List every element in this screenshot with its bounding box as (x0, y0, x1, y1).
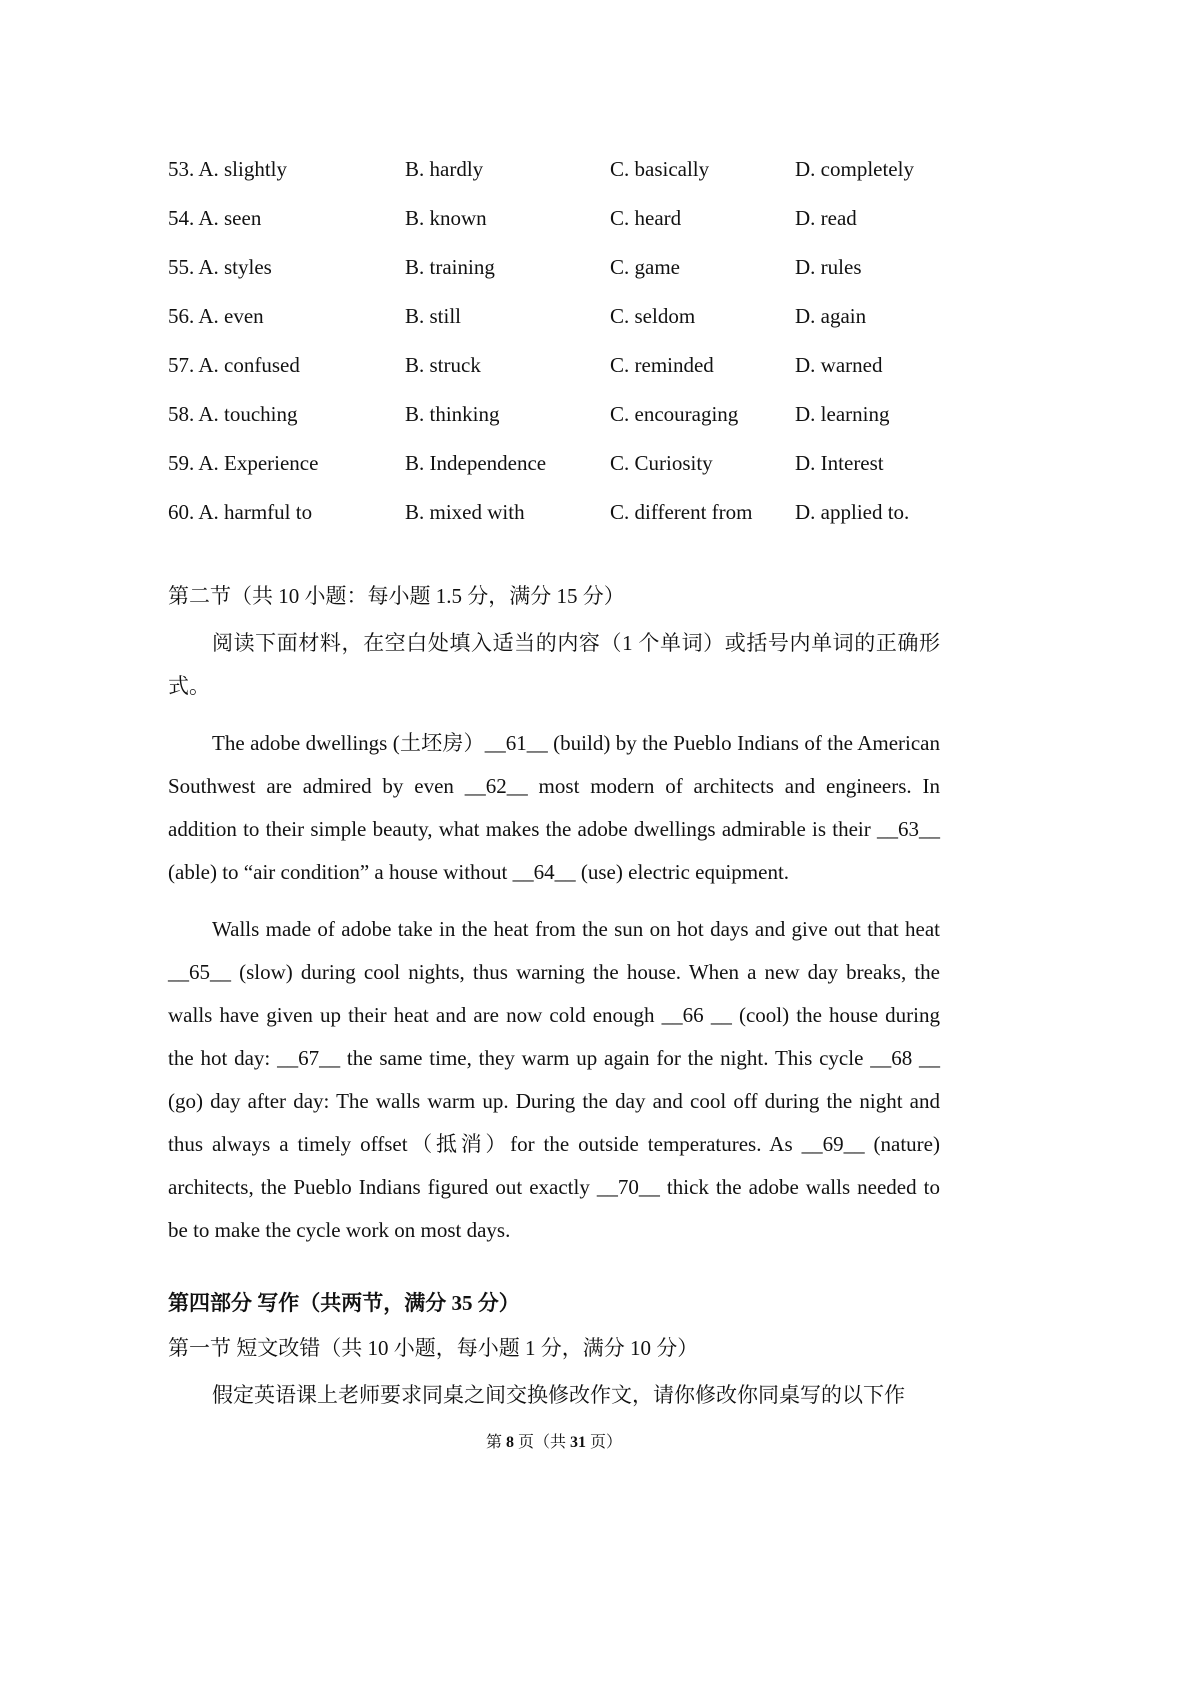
mcq-option-c: C. Curiosity (610, 451, 713, 475)
mcq-row-57 (168, 341, 940, 390)
mcq-option-b: B. thinking (405, 402, 500, 426)
mcq-options-table (168, 145, 940, 537)
mcq-option-d: D. again (795, 304, 867, 328)
footer-text: 页（共 (513, 1434, 570, 1451)
mcq-option-b: B. mixed with (405, 500, 525, 524)
mcq-option-d: D. rules (795, 255, 862, 279)
footer-text: 页） (586, 1434, 623, 1451)
footer-page-number: 8 (505, 1434, 514, 1451)
section2-instruction: 阅读下面材料，在空白处填入适当的内容（1 个单词）或括号内单词的正确形式。 (168, 631, 940, 698)
mcq-option-c: C. seldom (610, 304, 696, 328)
mcq-option-d: D. read (795, 206, 857, 230)
mcq-option-a: 58. A. touching (168, 402, 298, 426)
passage-paragraph-2: Walls made of adobe take in the heat from the sun on hot days and give out that heat __65__ (slow) during cool nights, thus warning the house. When a new day breaks, the walls have given up their heat and are now cold enough __66 __ (cool) the house during the hot day: __67__ the same time, they warm up again for the night. This cycle __68 __ (go) day after day: The walls warm up. During the day and cool off during the night and thus always a timely offset（抵消）for the outside temperatures. As __69__ (nature) architects, the Pueblo Indians figured out exactly __70__ thick the adobe walls needed to be to make the cycle work on most days. (168, 917, 940, 1242)
mcq-option-c: C. heard (610, 206, 682, 230)
footer-text: 第 (485, 1434, 506, 1451)
mcq-option-c: C. game (610, 255, 680, 279)
mcq-option-d: D. Interest (795, 451, 884, 475)
correction-task-intro: 假定英语课上老师要求同桌之间交换修改作文，请你修改你同桌写的以下作 (212, 1383, 905, 1407)
mcq-row-55 (168, 243, 940, 292)
mcq-option-a: 57. A. confused (168, 353, 300, 377)
page-content (168, 0, 940, 1417)
mcq-option-c: C. basically (610, 157, 710, 181)
mcq-option-b: B. known (405, 206, 487, 230)
mcq-option-a: 56. A. even (168, 304, 264, 328)
mcq-option-a: 54. A. seen (168, 206, 262, 230)
mcq-option-a: 60. A. harmful to (168, 500, 313, 524)
passage-paragraph-1: The adobe dwellings (土坯房）__61__ (build) by the Pueblo Indians of the American Southwest are admired by even __62__ most modern of architects and engineers. In addition to their simple beauty, what makes the adobe dwellings admirable is their __63__ (able) to “air condition” a house without __64__ (use) electric equipment. (168, 731, 940, 884)
mcq-row-59 (168, 439, 940, 488)
mcq-option-c: C. reminded (610, 353, 714, 377)
mcq-option-a: 53. A. slightly (168, 157, 288, 181)
page-footer (168, 1432, 940, 1454)
part4-section1-heading: 第一节 短文改错（共 10 小题，每小题 1 分，满分 10 分） (168, 1336, 699, 1360)
mcq-option-b: B. Independence (405, 451, 547, 475)
mcq-option-b: B. training (405, 255, 495, 279)
mcq-row-54 (168, 194, 940, 243)
mcq-option-c: C. different from (610, 500, 753, 524)
mcq-row-53 (168, 145, 940, 194)
mcq-option-d: D. completely (795, 157, 914, 181)
mcq-row-58 (168, 390, 940, 439)
mcq-option-c: C. encouraging (610, 402, 739, 426)
mcq-option-b: B. struck (405, 353, 481, 377)
mcq-option-a: 59. A. Experience (168, 451, 319, 475)
footer-total-pages: 31 (570, 1434, 586, 1451)
section2-heading: 第二节（共 10 小题：每小题 1.5 分，满分 15 分） (168, 584, 625, 608)
mcq-option-d: D. warned (795, 353, 883, 377)
part4-writing-heading: 第四部分 写作（共两节，满分 35 分） (168, 1291, 520, 1315)
mcq-row-60 (168, 488, 940, 537)
mcq-option-b: B. hardly (405, 157, 484, 181)
mcq-option-d: D. applied to. (795, 500, 910, 524)
mcq-option-d: D. learning (795, 402, 890, 426)
mcq-option-b: B. still (405, 304, 462, 328)
mcq-option-a: 55. A. styles (168, 255, 272, 279)
mcq-row-56 (168, 292, 940, 341)
